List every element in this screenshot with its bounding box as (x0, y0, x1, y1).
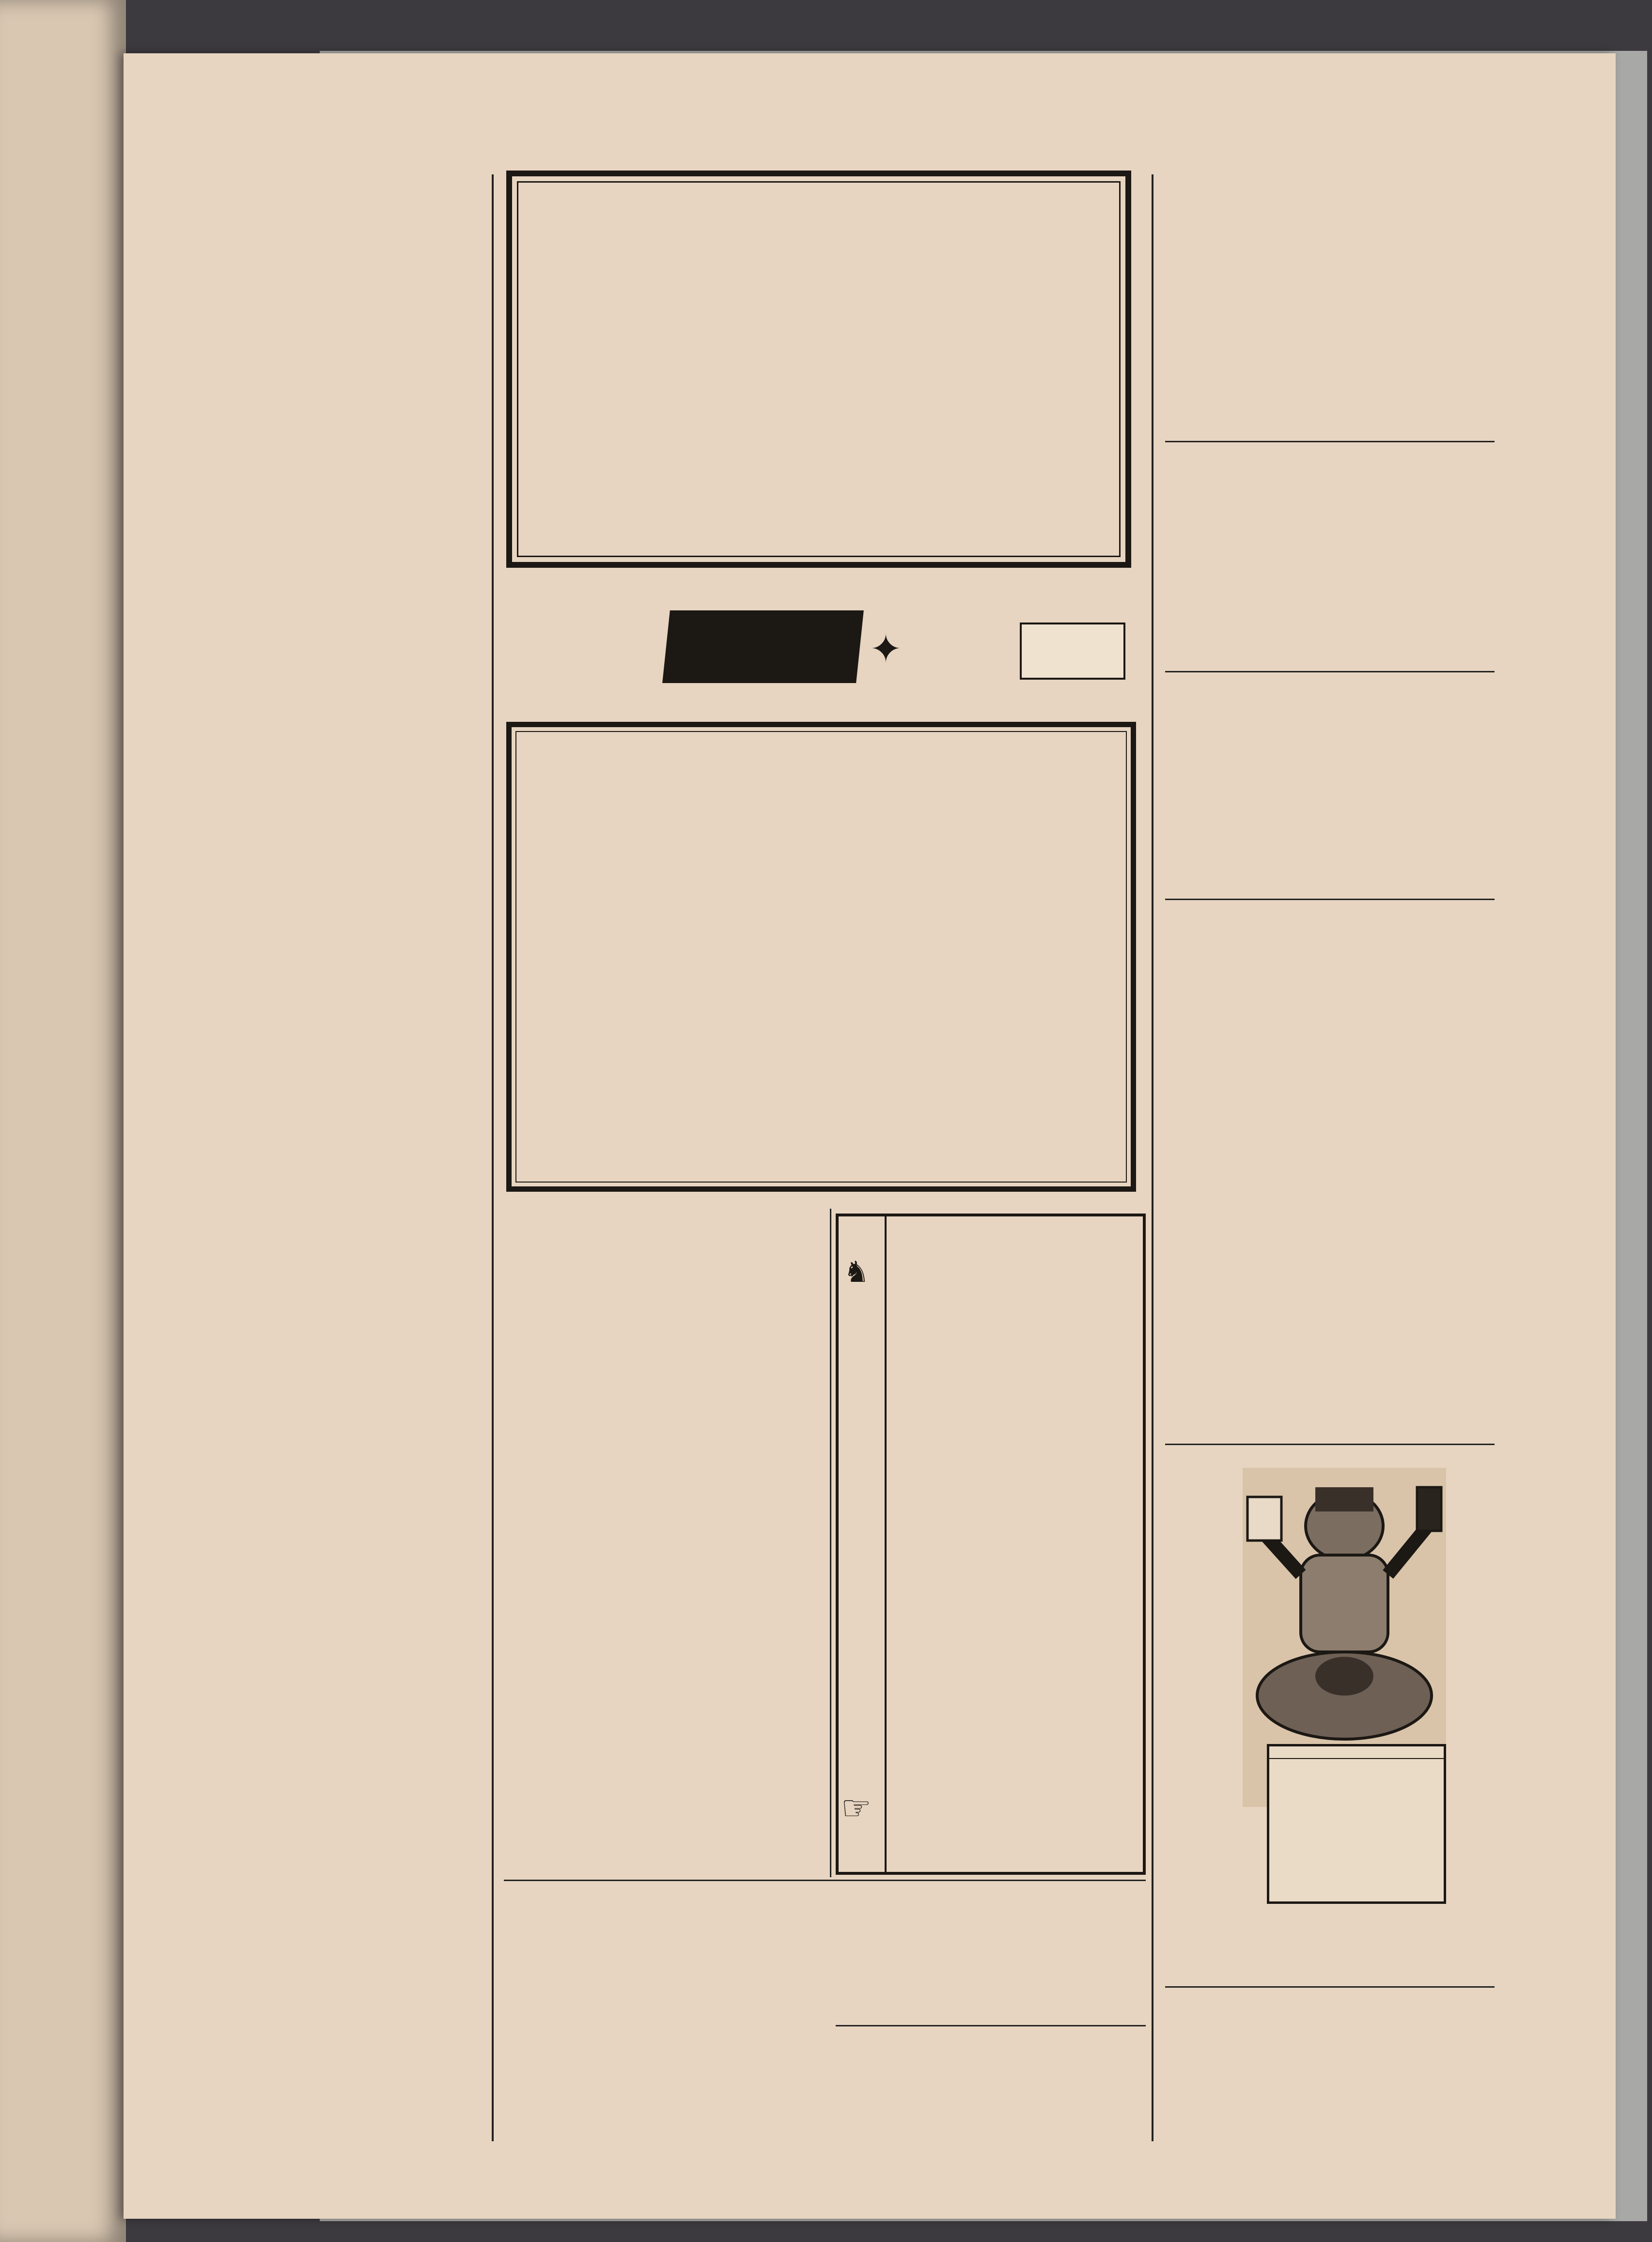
hand-icon: ☞ (841, 1788, 872, 1828)
divider (504, 1880, 1146, 1881)
maggi-package (1020, 623, 1125, 680)
christmas-ad (506, 722, 1136, 1192)
divider (1165, 1986, 1495, 1988)
lottery-ad (836, 1214, 1146, 1875)
column-divider (492, 174, 494, 2141)
newspaper-page (124, 53, 1616, 2219)
divider (836, 2025, 1146, 2026)
divider (1165, 899, 1495, 900)
maggi-ad (506, 576, 1136, 712)
divider (1165, 441, 1495, 442)
figure-icon: ♞ (843, 1255, 870, 1289)
left-facing-page (0, 0, 126, 2242)
column-divider (1152, 174, 1153, 2141)
divider (830, 1209, 831, 1877)
star-icon: ✦ (870, 626, 903, 671)
tea-ad (1165, 1453, 1495, 1981)
divider (1165, 671, 1495, 672)
tea-label (1267, 1744, 1446, 1904)
tea-label-line (1269, 1758, 1444, 1762)
thanks-notice (506, 171, 1131, 568)
suppen-logo (666, 606, 904, 685)
divider (1165, 1444, 1495, 1445)
